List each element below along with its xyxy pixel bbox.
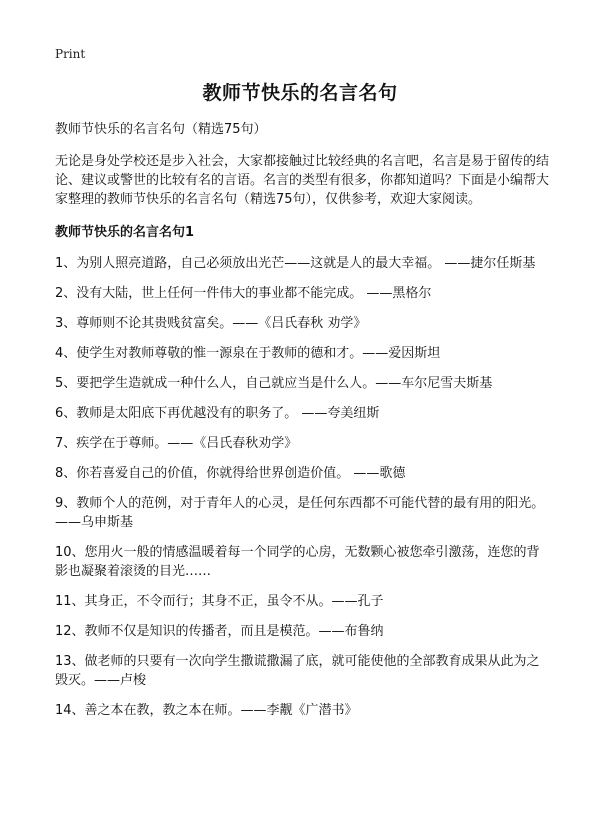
print-link[interactable]: Print bbox=[55, 47, 86, 61]
quote-item: 1、为别人照亮道路，自己必须放出光芒——这就是人的最大幸福。 ——捷尔任斯基 bbox=[55, 256, 536, 271]
quote-list bbox=[55, 254, 552, 720]
section-heading: 教师节快乐的名言名句1 bbox=[55, 225, 195, 240]
quote-item: 12、教师不仅是知识的传播者，而且是模范。——布鲁纳 bbox=[55, 624, 384, 639]
quote-item: 7、疾学在于尊师。——《吕氏春秋劝学》 bbox=[55, 436, 298, 451]
page-title: 教师节快乐的名言名句 bbox=[202, 82, 398, 104]
quote-item: 2、没有大陆，世上任何一件伟大的事业都不能完成。 ——黑格尔 bbox=[55, 286, 432, 301]
quote-item: 14、善之本在教，教之本在师。——李觏《广潜书》 bbox=[55, 703, 358, 718]
quote-item: 9、教师个人的范例，对于青年人的心灵，是任何东西都不可能代替的最有用的阳光。——乌申斯基 bbox=[55, 496, 545, 530]
quote-item: 4、使学生对教师尊敬的惟一源泉在于教师的德和才。——爱因斯坦 bbox=[55, 346, 441, 361]
intro-paragraph: 无论是身处学校还是步入社会，大家都接触过比较经典的名言吧，名言是易于留传的结论、建议或警世的比较有名的言语。名言的类型有很多，你都知道吗？下面是小编帮大家整理的教师节快乐的名言名句（精选75句），仅供参考，欢迎大家阅读。 bbox=[55, 154, 550, 207]
quote-item: 11、其身正，不令而行；其身不正，虽令不从。——孔子 bbox=[55, 594, 384, 609]
quote-item: 5、要把学生造就成一种什么人，自己就应当是什么人。——车尔尼雪夫斯基 bbox=[55, 376, 493, 391]
quote-item: 10、您用火一般的情感温暖着每一个同学的心房，无数颗心被您牵引激荡，连您的背影也凝聚着滚烫的目光…… bbox=[55, 545, 540, 579]
document-content bbox=[55, 120, 552, 731]
quote-item: 6、教师是太阳底下再优越没有的职务了。 ——夸美纽斯 bbox=[55, 406, 380, 421]
quote-item: 13、做老师的只要有一次向学生撒谎撒漏了底，就可能使他的全部教育成果从此为之毁灭。——卢梭 bbox=[55, 654, 540, 688]
document-subtitle: 教师节快乐的名言名句（精选75句） bbox=[55, 122, 267, 137]
quote-item: 8、你若喜爱自己的价值，你就得给世界创造价值。 ——歌德 bbox=[55, 466, 406, 481]
quote-item: 3、尊师则不论其贵贱贫富矣。——《吕氏春秋 劝学》 bbox=[55, 316, 367, 331]
